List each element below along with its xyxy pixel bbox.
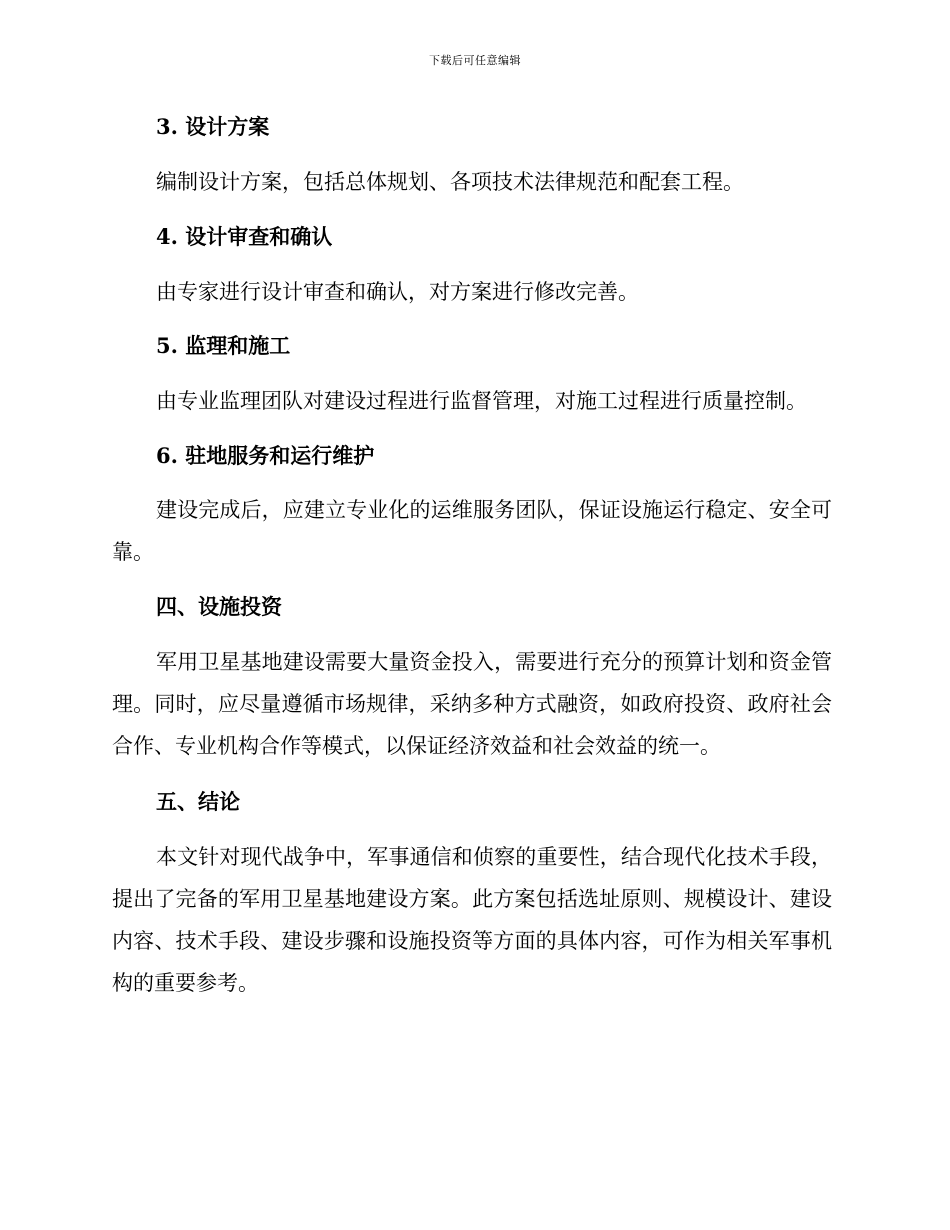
section-paragraph-design-plan: 编制设计方案，包括总体规划、各项技术法律规范和配套工程。 — [156, 170, 744, 194]
section-heading-investment: 四、设施投资 — [156, 594, 282, 619]
section-paragraph-investment: 军用卫星基地建设需要大量资金投入，需要进行充分的预算计划和资金管理。同时，应尽量遵循市场规律，采纳多种方式融资，如政府投资、政府社会合作、专业机构合作等模式，以保证经济效益和社会效益的统一。 — [112, 650, 832, 758]
section-heading-design-review: 4. 设计审查和确认 — [156, 224, 333, 249]
section-paragraph-conclusion: 本文针对现代战争中，军事通信和侦察的重要性，结合现代化技术手段，提出了完备的军用卫星基地建设方案。此方案包括选址原则、规模设计、建设内容、技术手段、建设步骤和设施投资等方面的具体内容，可作为相关军事机构的重要参考。 — [112, 845, 832, 995]
section-heading-design-plan: 3. 设计方案 — [156, 114, 270, 139]
page-header: 下载后可任意编辑 — [429, 54, 521, 67]
section-heading-operations: 6. 驻地服务和运行维护 — [156, 443, 375, 468]
section-paragraph-design-review: 由专家进行设计审查和确认，对方案进行修改完善。 — [156, 280, 639, 304]
section-heading-conclusion: 五、结论 — [156, 789, 240, 814]
section-heading-supervision: 5. 监理和施工 — [156, 333, 291, 358]
section-paragraph-operations: 建设完成后，应建立专业化的运维服务团队，保证设施运行稳定、安全可靠。 — [112, 498, 832, 564]
section-paragraph-supervision: 由专业监理团队对建设过程进行监督管理，对施工过程进行质量控制。 — [156, 389, 807, 413]
